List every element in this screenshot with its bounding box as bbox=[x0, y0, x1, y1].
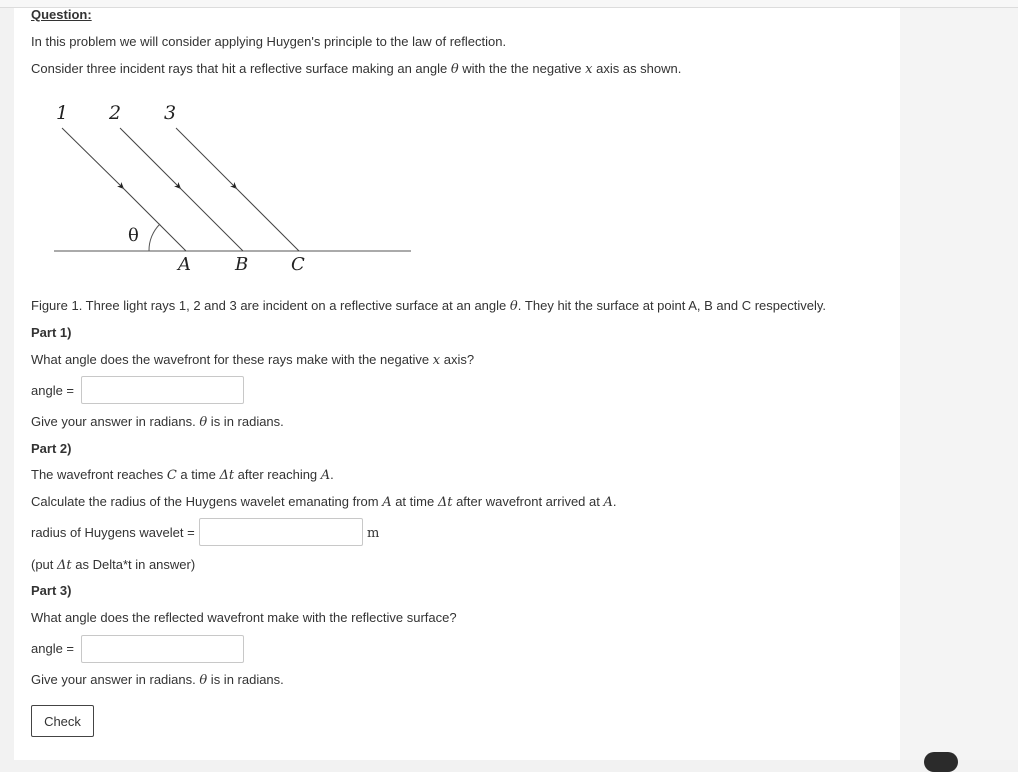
part1-angle-label: angle = bbox=[31, 383, 75, 398]
part1-note: Give your answer in radians. θ is in radians. bbox=[31, 414, 284, 430]
part1-angle-input[interactable] bbox=[81, 376, 244, 404]
ray-1 bbox=[62, 128, 122, 187]
theta-label: θ bbox=[128, 225, 139, 246]
part2-title: Part 2) bbox=[31, 441, 72, 456]
part2-line1: The wavefront reaches C a time Δt after reaching A. bbox=[31, 467, 334, 483]
part2-hint: (put Δt as Delta*t in answer) bbox=[31, 557, 196, 573]
point-label-b: B bbox=[235, 254, 249, 275]
part1-question: What angle does the wavefront for these rays make with the negative x axis? bbox=[31, 352, 475, 368]
check-button[interactable]: Check bbox=[31, 705, 94, 737]
ray-label-3: 3 bbox=[164, 102, 177, 124]
floating-widget[interactable] bbox=[924, 752, 958, 772]
part3-title: Part 3) bbox=[31, 583, 72, 598]
reflection-figure bbox=[0, 0, 420, 280]
ray-label-1: 1 bbox=[56, 102, 69, 124]
theta-arc bbox=[149, 224, 160, 251]
figure-caption: Figure 1. Three light rays 1, 2 and 3 are incident on a reflective surface at an angle θ. They hit the surface at point A, B and C respectively. bbox=[31, 298, 827, 314]
ray-label-2: 2 bbox=[109, 102, 122, 124]
part2-line2: Calculate the radius of the Huygens wavelet emanating from A at time Δt after wavefront arrived at A. bbox=[31, 494, 617, 510]
question-heading: Question: bbox=[31, 7, 92, 22]
right-margin bbox=[900, 8, 1018, 760]
part2-radius-input[interactable] bbox=[199, 518, 363, 546]
intro-text: In this problem we will consider applying Huygen's principle to the law of reflection. bbox=[31, 34, 507, 49]
part2-radius-label: radius of Huygens wavelet = bbox=[31, 525, 195, 540]
ray-2-tail bbox=[179, 187, 243, 251]
part3-angle-label: angle = bbox=[31, 641, 75, 656]
consider-text: Consider three incident rays that hit a reflective surface making an angle θ with the the negative x axis as shown. bbox=[31, 61, 682, 77]
ray-3-tail bbox=[235, 187, 299, 251]
part1-title: Part 1) bbox=[31, 325, 72, 340]
point-label-a: A bbox=[178, 254, 191, 275]
part2-unit: m bbox=[367, 526, 380, 541]
ray-3 bbox=[176, 128, 235, 187]
ray-2 bbox=[120, 128, 179, 187]
part3-question: What angle does the reflected wavefront make with the reflective surface? bbox=[31, 610, 457, 625]
part3-note: Give your answer in radians. θ is in radians. bbox=[31, 672, 284, 688]
point-label-c: C bbox=[291, 254, 305, 275]
part3-angle-input[interactable] bbox=[81, 635, 244, 663]
